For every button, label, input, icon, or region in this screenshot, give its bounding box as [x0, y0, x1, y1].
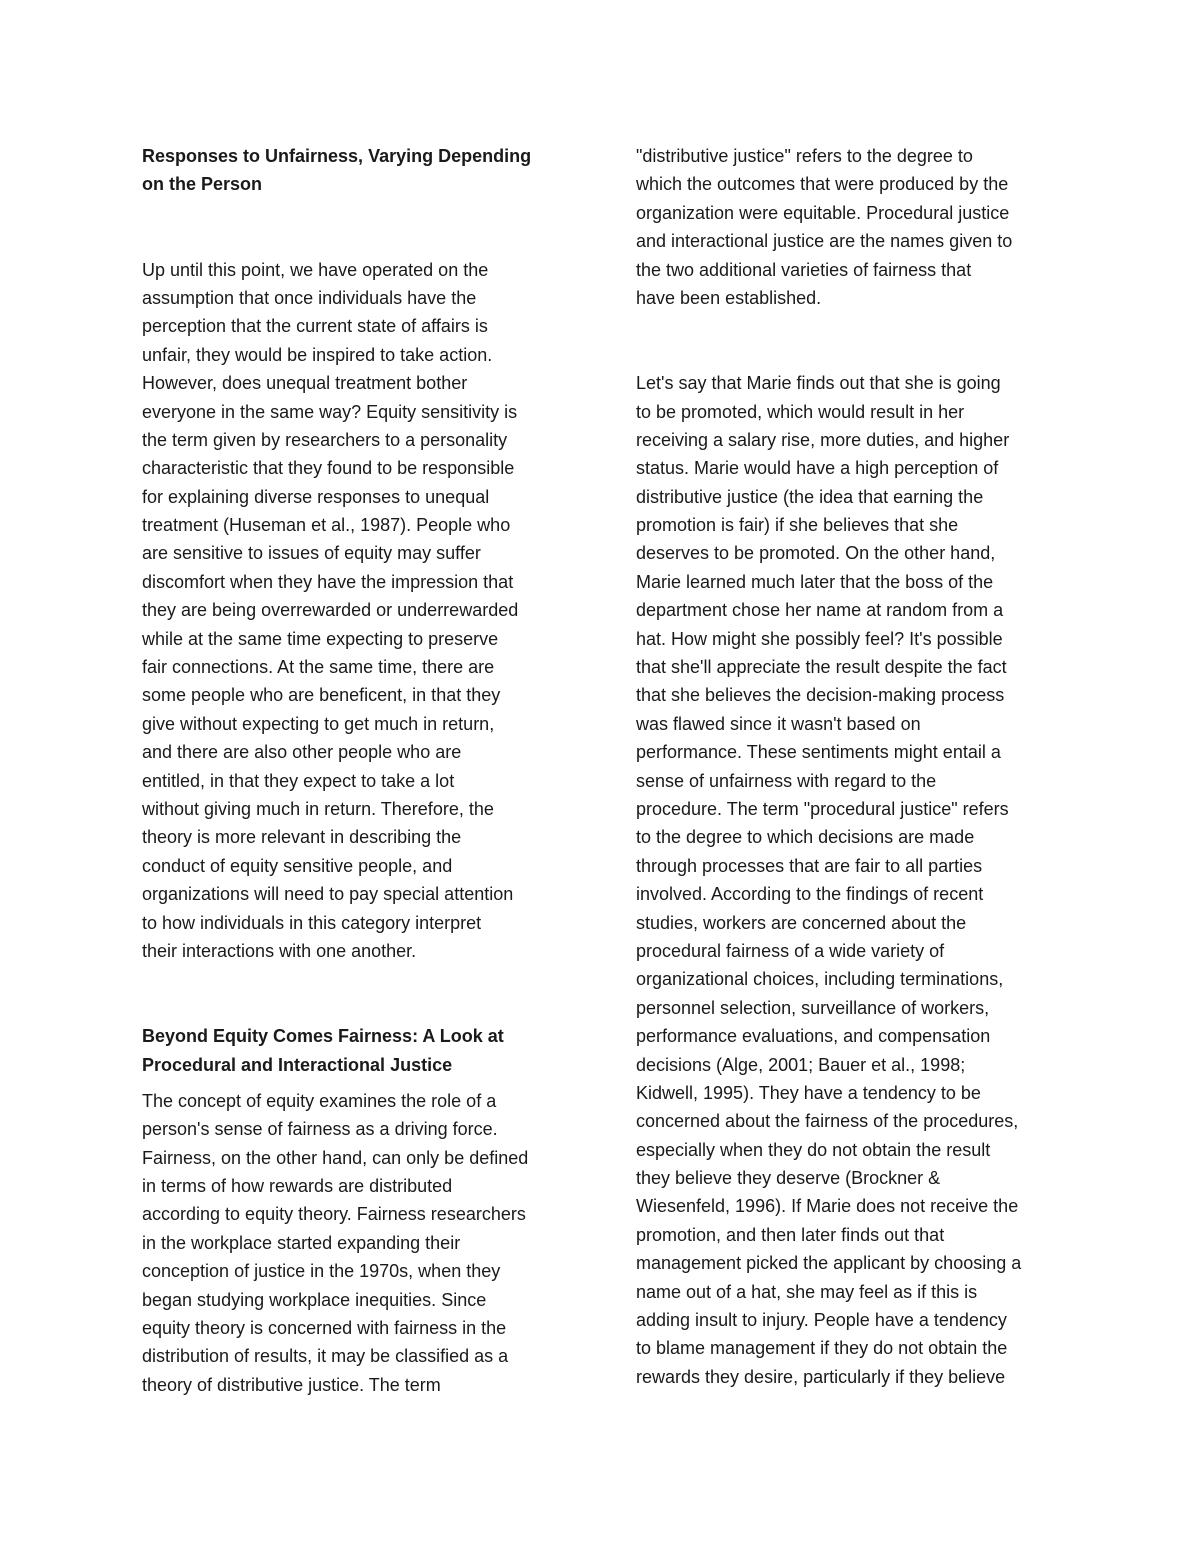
text-line: procedural fairness of a wide variety of: [636, 940, 945, 961]
text-line: and interactional justice are the names given to: [636, 231, 1013, 252]
text-line: rewards they desire, particularly if they believe: [636, 1366, 1006, 1387]
text-line: they are being overrewarded or underrewarded: [142, 600, 519, 621]
text-line: Let's say that Marie finds out that she is going: [636, 373, 1001, 394]
text-line: person's sense of fairness as a driving force.: [142, 1119, 498, 1140]
text-line: the two additional varieties of fairness that: [636, 259, 972, 280]
text-line: Fairness, on the other hand, can only be defined: [142, 1147, 529, 1168]
text-line: Responses to Unfairness, Varying Depending: [142, 146, 532, 166]
text-line: deserves to be promoted. On the other hand,: [636, 543, 996, 564]
text-line: the term given by researchers to a personality: [142, 429, 508, 450]
text-line: Beyond Equity Comes Fairness: A Look at: [142, 1026, 504, 1047]
text-line: treatment (Huseman et al., 1987). People who: [142, 515, 511, 536]
text-line: unfair, they would be inspired to take action.: [142, 344, 493, 365]
text-line: Marie learned much later that the boss of the: [636, 571, 994, 592]
text-line: theory is more relevant in describing the: [142, 827, 462, 848]
text-line: which the outcomes that were produced by the: [636, 174, 1009, 195]
text-line: some people who are beneficent, in that they: [142, 685, 501, 706]
text-line: to the degree to which decisions are made: [636, 827, 975, 848]
right-column: [636, 142, 1068, 1391]
text-line: to blame management if they do not obtain the: [636, 1338, 1008, 1359]
text-line: discomfort when they have the impression that: [142, 571, 514, 592]
text-line: conception of justice in the 1970s, when they: [142, 1261, 501, 1282]
text-line: involved. According to the findings of recent: [636, 884, 984, 905]
paragraph-concept-of-equity: [142, 1087, 574, 1399]
text-line: to how individuals in this category interpret: [142, 912, 482, 933]
text-line: department chose her name at random from a: [636, 600, 1004, 621]
text-line: characteristic that they found to be responsible: [142, 458, 515, 479]
text-line: according to equity theory. Fairness researchers: [142, 1204, 526, 1225]
text-line: hat. How might she possibly feel? It's possible: [636, 628, 1003, 649]
text-line: everyone in the same way? Equity sensitivity is: [142, 401, 518, 422]
text-line: in the workplace started expanding their: [142, 1232, 461, 1253]
text-line: conduct of equity sensitive people, and: [142, 855, 453, 876]
text-line: assumption that once individuals have the: [142, 287, 477, 308]
text-line: was flawed since it wasn't based on: [636, 713, 921, 734]
text-line: concerned about the fairness of the procedures,: [636, 1111, 1019, 1132]
text-line: through processes that are fair to all parties: [636, 855, 983, 876]
text-line: Wiesenfeld, 1996). If Marie does not receive the: [636, 1196, 1019, 1217]
text-line: "distributive justice" refers to the degree to: [636, 146, 973, 166]
text-line: organizational choices, including terminations,: [636, 969, 1004, 990]
text-line: name out of a hat, she may feel as if this is: [636, 1281, 978, 1302]
text-line: give without expecting to get much in return,: [142, 713, 495, 734]
text-line: began studying workplace inequities. Since: [142, 1289, 487, 1310]
text-line: procedure. The term "procedural justice" refers: [636, 798, 1009, 819]
text-line: to be promoted, which would result in her: [636, 401, 965, 422]
text-line: distributive justice (the idea that earning the: [636, 486, 984, 507]
text-line: their interactions with one another.: [142, 940, 417, 961]
text-line: and there are also other people who are: [142, 742, 462, 763]
text-line: that she believes the decision-making process: [636, 685, 1005, 706]
text-line: theory of distributive justice. The term: [142, 1374, 441, 1395]
text-line: without giving much in return. Therefore, the: [142, 798, 494, 819]
text-line: management picked the applicant by choosing a: [636, 1253, 1022, 1274]
text-line: status. Marie would have a high perception of: [636, 458, 999, 479]
section-heading-responses-to-unfairness: [142, 142, 574, 199]
text-line: while at the same time expecting to preserve: [142, 628, 499, 649]
text-line: fair connections. At the same time, there are: [142, 657, 495, 678]
paragraph-marie-example: [636, 369, 1068, 1391]
text-line: organization were equitable. Procedural justice: [636, 202, 1010, 223]
text-line: sense of unfairness with regard to the: [636, 770, 937, 791]
text-line: that she'll appreciate the result despite the fact: [636, 657, 1007, 678]
text-line: Kidwell, 1995). They have a tendency to be: [636, 1082, 981, 1103]
text-line: are sensitive to issues of equity may suffer: [142, 543, 481, 564]
text-line: studies, workers are concerned about the: [636, 912, 967, 933]
paragraph-distributive-justice: [636, 142, 1068, 312]
text-line: especially when they do not obtain the result: [636, 1139, 991, 1160]
text-line: Up until this point, we have operated on the: [142, 259, 489, 280]
text-line: promotion, and then later finds out that: [636, 1224, 945, 1245]
text-line: for explaining diverse responses to unequal: [142, 486, 490, 507]
text-line: However, does unequal treatment bother: [142, 373, 468, 394]
text-line: The concept of equity examines the role of a: [142, 1090, 497, 1111]
text-line: performance evaluations, and compensation: [636, 1026, 991, 1047]
section-heading-beyond-equity: [142, 1022, 574, 1079]
text-line: adding insult to injury. People have a tendency: [636, 1310, 1007, 1331]
text-line: decisions (Alge, 2001; Bauer et al., 1998;: [636, 1054, 966, 1075]
text-line: receiving a salary rise, more duties, and higher: [636, 429, 1010, 450]
text-line: distribution of results, it may be classified as a: [142, 1346, 509, 1367]
text-line: on the Person: [142, 174, 263, 195]
text-line: organizations will need to pay special attention: [142, 884, 514, 905]
text-line: they believe they deserve (Brockner &: [636, 1168, 941, 1189]
left-column: [142, 142, 574, 1399]
text-line: Procedural and Interactional Justice: [142, 1054, 453, 1075]
text-line: have been established.: [636, 287, 822, 308]
text-line: entitled, in that they expect to take a lot: [142, 770, 455, 791]
text-line: performance. These sentiments might entail a: [636, 742, 1001, 763]
text-line: personnel selection, surveillance of workers,: [636, 997, 990, 1018]
text-line: in terms of how rewards are distributed: [142, 1176, 453, 1197]
text-line: perception that the current state of affairs is: [142, 316, 488, 337]
paragraph-equity-sensitivity: [142, 256, 574, 966]
text-line: promotion is fair) if she believes that she: [636, 515, 959, 536]
text-line: equity theory is concerned with fairness in the: [142, 1318, 507, 1339]
